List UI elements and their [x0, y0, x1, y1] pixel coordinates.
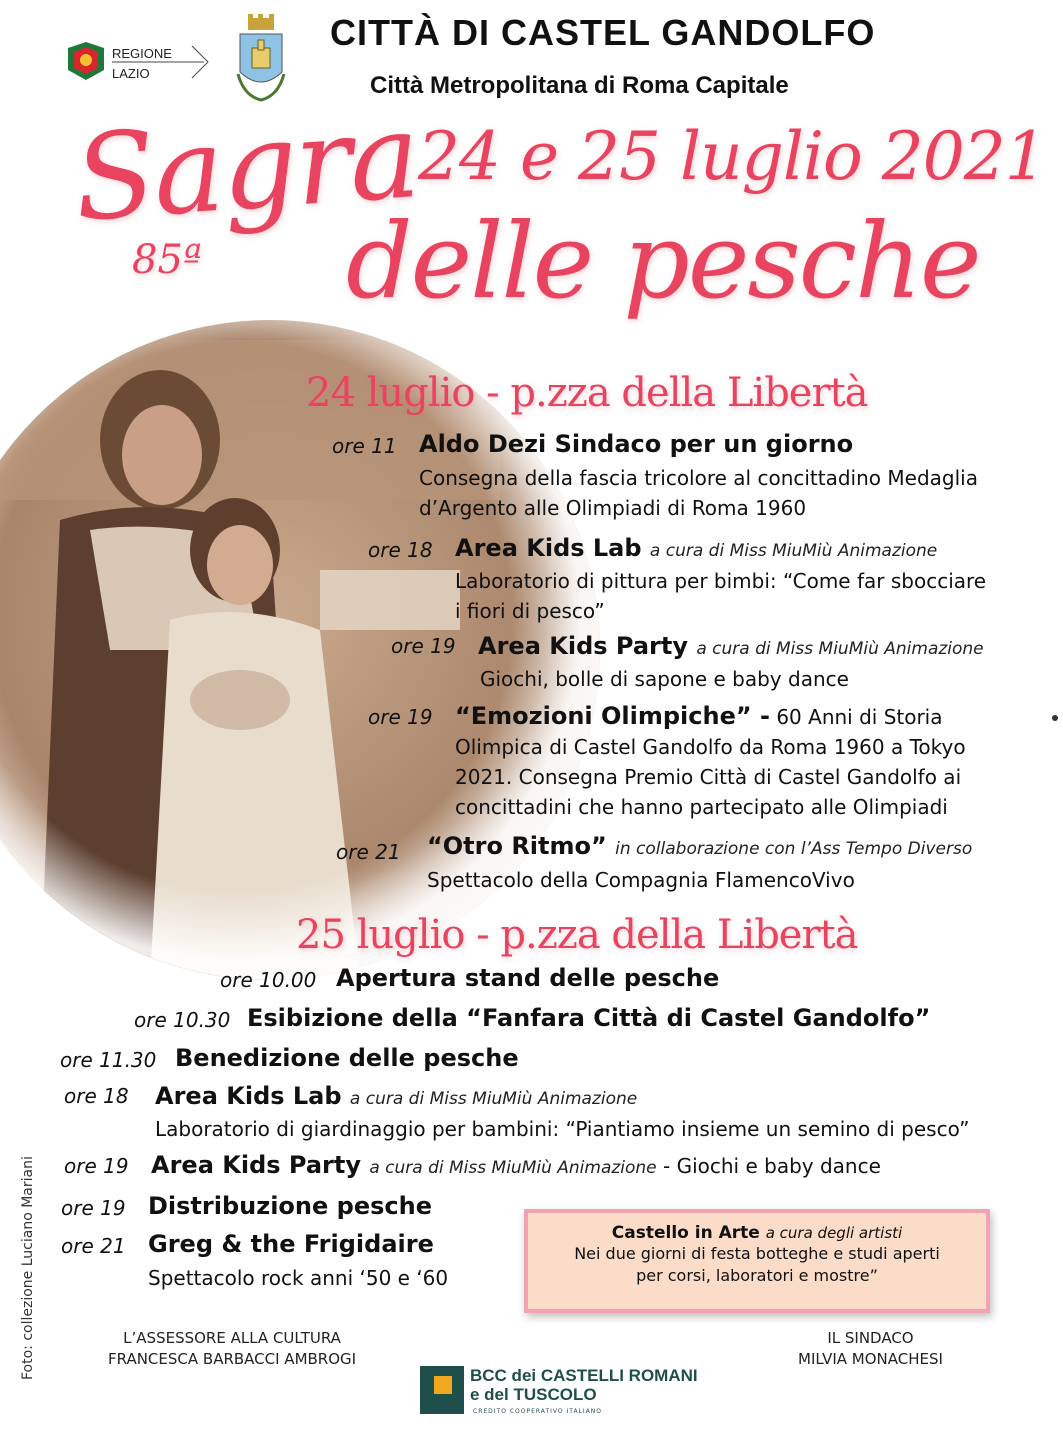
event-time: ore 19: [368, 705, 433, 729]
registration-mark-icon: [1052, 715, 1058, 721]
event-title: Esibizione della “Fanfara Città di Castel Gandolfo”: [247, 1004, 931, 1032]
bcc-logo: [420, 1366, 464, 1418]
festival-dates: 24 e 25 luglio 2021: [418, 118, 1046, 195]
event-time: ore 18: [368, 538, 433, 562]
assessore-signature: L’ASSESSORE ALLA CULTURA FRANCESCA BARBACCI AMBROGI: [108, 1329, 357, 1368]
castel-gandolfo-crest: [232, 14, 290, 104]
crown-icon: [248, 14, 274, 30]
festival-name-delle-pesche: delle pesche: [346, 200, 980, 322]
region-line1: REGIONE: [112, 46, 172, 61]
castello-in-arte-box: [524, 1209, 990, 1313]
event-description: Laboratorio di giardinaggio per bambini: “Piantiamo insieme un semino di pesco”: [155, 1117, 970, 1141]
event-time: ore 21: [336, 840, 401, 864]
box-line2: per corsi, laboratori e mostre”: [636, 1266, 878, 1285]
city-title: CITTÀ DI CASTEL GANDOLFO: [330, 12, 876, 53]
bcc-mark-icon: [420, 1366, 464, 1414]
event-description: Spettacolo rock anni ‘50 e ‘60: [148, 1266, 449, 1290]
sponsor-name: BCC dei CASTELLI ROMANI e del TUSCOLO: [470, 1366, 698, 1404]
event-description: Consegna della fascia tricolore al concittadino Medaglia d’Argento alle Olimpiadi di Roma 1960: [419, 466, 978, 520]
event-time: ore 18: [64, 1084, 129, 1108]
event-curator: a cura di Miss MiuMiù Animazione: [649, 541, 938, 561]
event-time: ore 19: [61, 1196, 126, 1220]
event-time: ore 11.30: [60, 1048, 157, 1072]
event-time: ore 21: [61, 1234, 126, 1258]
event-title: Benedizione delle pesche: [175, 1044, 519, 1072]
event-title: Aldo Dezi Sindaco per un giorno: [419, 430, 854, 458]
event-title: Apertura stand delle pesche: [336, 964, 720, 992]
event-curator: a cura di Miss MiuMiù Animazione: [349, 1089, 638, 1109]
event-title: Area Kids Party a cura di Miss MiuMiù Animazione: [478, 632, 984, 660]
event-title: Area Kids Lab a cura di Miss MiuMiù Animazione: [155, 1082, 638, 1110]
sindaco-signature: IL SINDACO MILVIA MONACHESI: [798, 1329, 943, 1368]
event-time: ore 10.30: [134, 1008, 231, 1032]
festival-edition: 85ª: [132, 237, 202, 283]
event-title: Area Kids Party a cura di Miss MiuMiù Animazione - Giochi e baby dance: [151, 1151, 881, 1179]
event-time: ore 19: [64, 1154, 129, 1178]
event-description: Spettacolo della Compagnia FlamencoVivo: [427, 868, 855, 892]
festival-name-sagra: Sagra: [70, 86, 423, 248]
day2-title: 25 luglio - p.zza della Libertà: [296, 912, 858, 958]
event-title: Distribuzione pesche: [148, 1192, 432, 1220]
event-time: ore 11: [332, 434, 397, 458]
sponsor-tagline: CREDITO COOPERATIVO ITALIANO: [473, 1408, 603, 1415]
regione-lazio-logo: [64, 40, 212, 84]
event-time: ore 10.00: [220, 968, 317, 992]
box-title: Castello in Arte a cura degli artisti: [611, 1223, 903, 1243]
event-title: Area Kids Lab a cura di Miss MiuMiù Animazione: [455, 534, 938, 562]
event-time: ore 19: [391, 634, 456, 658]
event-curator: in collaborazione con l’Ass Tempo Diverso: [615, 839, 973, 859]
event-description: Laboratorio di pittura per bimbi: “Come far sbocciare i fiori di pesco”: [455, 569, 987, 623]
event-description: Giochi, bolle di sapone e baby dance: [480, 667, 849, 691]
event-curator: a cura di Miss MiuMiù Animazione: [369, 1158, 657, 1178]
lazio-emblem-icon: [68, 42, 104, 80]
day1-title: 24 luglio - p.zza della Libertà: [306, 370, 868, 416]
box-line1: Nei due giorni di festa botteghe e studi aperti: [574, 1244, 940, 1263]
event-curator: a cura di Miss MiuMiù Animazione: [696, 639, 984, 659]
city-subtitle: Città Metropolitana di Roma Capitale: [370, 72, 789, 99]
box-curator: a cura degli artisti: [765, 1224, 903, 1242]
event-description: Olimpica di Castel Gandolfo da Roma 1960 a Tokyo 2021. Consegna Premio Città di Castel Gandolfo ai concittadini che hanno partecipato alle Olimpiadi: [455, 735, 966, 819]
event-title: “Otro Ritmo” in collaborazione con l’Ass Tempo Diverso: [427, 832, 973, 860]
event-title: “Emozioni Olimpiche” - 60 Anni di Storia: [455, 702, 943, 730]
region-line2: LAZIO: [112, 66, 150, 81]
event-title: Greg & the Frigidaire: [148, 1230, 434, 1258]
photo-credit: Foto: collezione Luciano Mariani: [20, 1156, 36, 1380]
